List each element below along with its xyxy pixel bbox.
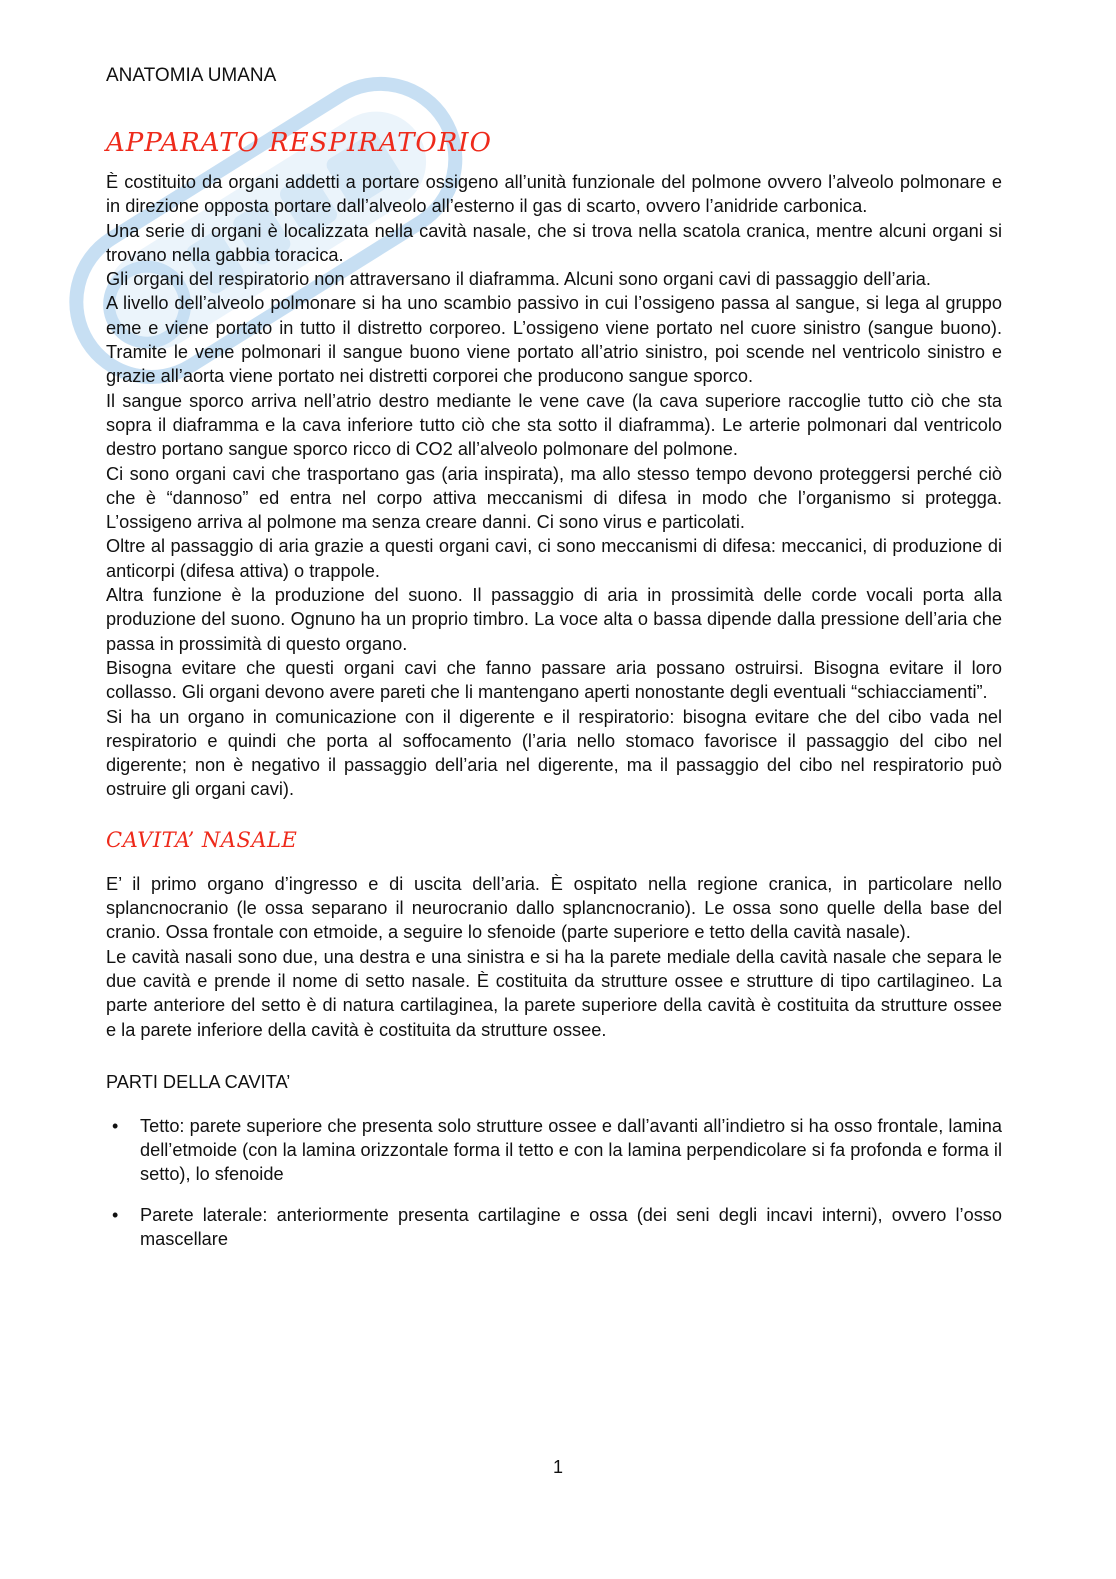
- paragraph: Una serie di organi è localizzata nella cavità nasale, che si trova nella scatola cranica, mentre alcuni organi si trovano nella gabbia toracica.: [106, 220, 1002, 265]
- document-header: ANATOMIA UMANA: [106, 65, 277, 86]
- parts-heading: PARTI DELLA CAVITA’: [106, 1071, 291, 1092]
- paragraph: È costituito da organi addetti a portare ossigeno all’unità funzionale del polmone ovvero l’alveolo polmonare e in direzione opposta portare dall’alveolo all’esterno il gas di scarto, ovvero l’anidride carbonica.: [106, 172, 1002, 217]
- paragraph: Il sangue sporco arriva nell’atrio destro mediante le vene cave (la cava superiore raccoglie tutto ciò che sta sopra il diaframma e la cava inferiore tutto ciò che sta sotto il diaframma). Le arterie polmonari dal ventricolo destro portano sangue sporco ricco di CO2 all’alveolo polmonare del polmone.: [106, 390, 1002, 460]
- paragraph: Gli organi del respiratorio non attraversano il diaframma. Alcuni sono organi cavi di passaggio dell’aria.: [106, 269, 931, 290]
- list-item: [106, 1203, 1002, 1252]
- section-title-cavita-nasale: CAVITA’ NASALE: [106, 827, 298, 852]
- paragraph: E’ il primo organo d’ingresso e di uscita dell’aria. È ospitato nella regione cranica, in particolare nello splancnocranio (le ossa separano il neurocranio dallo splancnocranio). Le ossa sono quelle della base del cranio. Ossa frontale con etmoide, a seguire lo sfenoide (parte superiore e tetto della cavità nasale).: [106, 873, 1002, 943]
- bullet-icon: •: [112, 1115, 119, 1136]
- page-number: 1: [552, 1457, 563, 1477]
- bullet-icon: •: [112, 1204, 119, 1225]
- paragraph: Oltre al passaggio di aria grazie a questi organi cavi, ci sono meccanismi di difesa: meccanici, di produzione di anticorpi (difesa attiva) o trappole.: [106, 536, 1002, 581]
- paragraph: Altra funzione è la produzione del suono. Il passaggio di aria in prossimità delle corde vocali porta alla produzione del suono. Ognuno ha un proprio timbro. La voce alta o bassa dipende dalla pressione dell’aria che passa in prossimità di questo organo.: [106, 585, 1002, 654]
- list-item: [106, 1114, 1002, 1187]
- section-title-apparato-respiratorio: APPARATO RESPIRATORIO: [106, 128, 492, 158]
- list-item-text: Tetto: parete superiore che presenta solo strutture ossee e dall’avanti all’indietro si ha osso frontale, lamina dell’etmoide (con la lamina orizzontale forma il tetto e con la lamina perpendicolare si fa profonda e forma il setto), lo sfenoide: [140, 1115, 1002, 1185]
- section-body-apparato-respiratorio: [106, 170, 1002, 802]
- paragraph: A livello dell’alveolo polmonare si ha uno scambio passivo in cui l’ossigeno passa al sangue, si lega al gruppo eme e viene portato in tutto il distretto corporeo. L’ossigeno viene portato nel cuore sinistro (sangue buono). Tramite le vene polmonari il sangue buono viene portato all’atrio sinistro, poi scende nel ventricolo sinistro e grazie all’aorta viene portato nei distretti corporei che producono sangue sporco.: [106, 293, 1002, 387]
- section-body-cavita-nasale: [106, 872, 1002, 1042]
- paragraph: Le cavità nasali sono due, una destra e una sinistra e si ha la parete mediale della cavità nasale che separa le due cavità e prende il nome di setto nasale. È costituita da strutture ossee e strutture di tipo cartilagineo. La parte anteriore del setto è di natura cartilaginea, la parete superiore della cavità è costituita da strutture ossee e la parete inferiore della cavità è costituita da strutture ossee.: [106, 946, 1002, 1040]
- paragraph: Ci sono organi cavi che trasportano gas (aria inspirata), ma allo stesso tempo devono proteggersi perché ciò che è “dannoso” ed entra nel corpo attiva meccanismi di difesa in modo che l’organismo si protegga. L’ossigeno arriva al polmone ma senza creare danni. Ci sono virus e particolati.: [106, 463, 1002, 533]
- list-item-text: Parete laterale: anteriormente presenta cartilagine e ossa (dei seni degli incavi interni), ovvero l’osso mascellare: [140, 1204, 1002, 1249]
- document-page: [106, 64, 1002, 1267]
- paragraph: Si ha un organo in comunicazione con il digerente e il respiratorio: bisogna evitare che del cibo vada nel respiratorio e quindi che porta al soffocamento (l’aria nello stomaco favorisce il passaggio del cibo nel digerente; non è negativo il passaggio dell’aria nel digerente, ma il passaggio del cibo nel respiratorio può ostruire gli organi cavi).: [106, 706, 1002, 800]
- paragraph: Bisogna evitare che questi organi cavi che fanno passare aria possano ostruirsi. Bisogna evitare il loro collasso. Gli organi devono avere pareti che li mantengano aperti nonostante degli eventuali “schiacciamenti”.: [106, 657, 1002, 703]
- parts-list: [106, 1114, 1002, 1251]
